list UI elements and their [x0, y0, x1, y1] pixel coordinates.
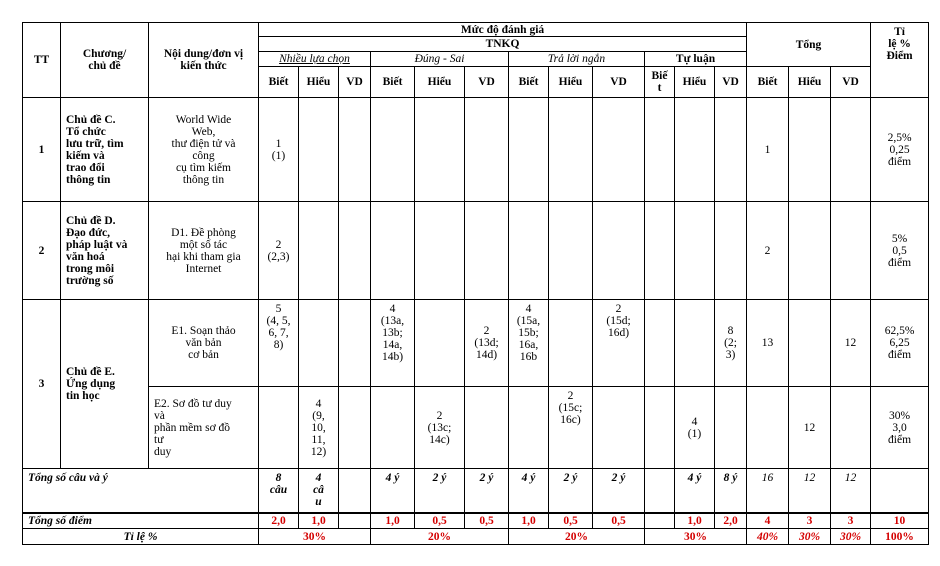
cell-tong-vd: 12: [831, 300, 871, 387]
cell-tl-vd: 8 (2; 3): [715, 300, 747, 387]
cell-empty: [593, 202, 645, 300]
cell-ds-biet: 1,0: [371, 513, 415, 529]
cell-tln-vd: 2 (15d; 16d): [593, 300, 645, 387]
cell-empty: [747, 387, 789, 469]
header-biet: Biết: [509, 67, 549, 98]
cell-tl-hieu: 4 ý: [675, 469, 715, 513]
cell-empty: [415, 202, 465, 300]
header-tong: Tổng: [747, 23, 871, 67]
cell-empty: [645, 202, 675, 300]
cell-tong-biet: 4: [747, 513, 789, 529]
header-vd: VD: [831, 67, 871, 98]
row-noidung: E2. Sơ đồ tư duy và phần mềm sơ đồ tư duy: [149, 387, 259, 469]
cell-empty: [715, 387, 747, 469]
cell-tile: 10: [871, 513, 929, 529]
header-hieu: Hiểu: [415, 67, 465, 98]
cell-tln-hieu: 0,5: [549, 513, 593, 529]
cell-tln-hieu: 2 (15c; 16c): [549, 387, 593, 469]
row-tt: 1: [23, 98, 61, 202]
table-row: [23, 387, 929, 469]
cell-tile: 62,5% 6,25 điểm: [871, 300, 929, 387]
header-vd: VD: [593, 67, 645, 98]
header-tt: TT: [23, 23, 61, 98]
cell-ds-vd: 0,5: [465, 513, 509, 529]
table-row: [23, 202, 929, 300]
header-tile: Tỉ lệ % Điểm: [871, 23, 929, 98]
cell-tln-vd: 0,5: [593, 513, 645, 529]
cell-nlc-biet: 2,0: [259, 513, 299, 529]
header-tnkq: TNKQ: [259, 37, 747, 52]
cell-ds-hieu: 0,5: [415, 513, 465, 529]
cell-tln-vd: 2 ý: [593, 469, 645, 513]
header-hieu: Hiểu: [299, 67, 339, 98]
cell-tong-vd: 3: [831, 513, 871, 529]
cell-tl-hieu: 4 (1): [675, 387, 715, 469]
header-row-1: [23, 23, 929, 37]
cell-empty: [339, 513, 371, 529]
header-hieu: Hiểu: [549, 67, 593, 98]
cell-empty: [645, 387, 675, 469]
cell-ti-le-tl: 30%: [645, 529, 747, 545]
cell-ds-vd: 2 ý: [465, 469, 509, 513]
cell-empty: [645, 469, 675, 513]
header-vd: VD: [339, 67, 371, 98]
cell-empty: [831, 387, 871, 469]
cell-empty: [371, 202, 415, 300]
cell-empty: [339, 469, 371, 513]
matrix-table: [22, 22, 929, 545]
cell-empty: [675, 202, 715, 300]
cell-empty: [715, 98, 747, 202]
cell-tln-biet: 4 ý: [509, 469, 549, 513]
cell-empty: [465, 202, 509, 300]
cell-ds-biet: 4 (13a, 13b; 14a, 14b): [371, 300, 415, 387]
cell-empty: [789, 98, 831, 202]
header-tuluan: Tự luận: [645, 52, 747, 67]
label-tong-diem: Tổng số điểm: [23, 513, 259, 529]
cell-empty: [509, 202, 549, 300]
header-mucdo: Mức độ đánh giá: [259, 23, 747, 37]
cell-ti-le-total: 100%: [871, 529, 929, 545]
header-vd: VD: [465, 67, 509, 98]
row-tong-diem: [23, 513, 929, 529]
cell-ds-biet: 4 ý: [371, 469, 415, 513]
cell-empty: [645, 98, 675, 202]
cell-empty: [465, 98, 509, 202]
cell-empty: [339, 202, 371, 300]
cell-empty: [789, 300, 831, 387]
cell-empty: [549, 202, 593, 300]
header-biet: Biết: [259, 67, 299, 98]
table-row: [23, 98, 929, 202]
cell-empty: [675, 300, 715, 387]
cell-empty: [831, 202, 871, 300]
header-nlc: Nhiều lựa chọn: [259, 52, 371, 67]
cell-nlc-hieu: 4 câ u: [299, 469, 339, 513]
cell-empty: [593, 98, 645, 202]
cell-tl-hieu: 1,0: [675, 513, 715, 529]
cell-tong-biet: 13: [747, 300, 789, 387]
header-biet: Biết: [371, 67, 415, 98]
cell-empty: [831, 98, 871, 202]
label-ti-le: Tỉ lệ %: [23, 529, 259, 545]
cell-ti-le-hieu: 30%: [789, 529, 831, 545]
cell-tong-biet: 16: [747, 469, 789, 513]
cell-empty: [789, 202, 831, 300]
cell-tile: 30% 3,0 điểm: [871, 387, 929, 469]
header-ds: Đúng - Sai: [371, 52, 509, 67]
cell-tile: 5% 0,5 điểm: [871, 202, 929, 300]
cell-empty: [715, 202, 747, 300]
cell-empty: [509, 98, 549, 202]
cell-tong-hieu: 3: [789, 513, 831, 529]
header-biet: Biết: [747, 67, 789, 98]
cell-ds-hieu: 2 ý: [415, 469, 465, 513]
row-chude: Chủ đề E. Ứng dụng tin học: [61, 300, 149, 469]
cell-ti-le-vd: 30%: [831, 529, 871, 545]
cell-empty: [371, 387, 415, 469]
cell-tong-hieu: 12: [789, 387, 831, 469]
cell-empty: [299, 300, 339, 387]
cell-empty: [549, 300, 593, 387]
cell-empty: [549, 98, 593, 202]
cell-tln-hieu: 2 ý: [549, 469, 593, 513]
cell-tl-vd: 2,0: [715, 513, 747, 529]
header-hieu: Hiểu: [675, 67, 715, 98]
cell-tln-biet: 1,0: [509, 513, 549, 529]
cell-tong-biet: 2: [747, 202, 789, 300]
cell-ti-le-ds: 20%: [371, 529, 509, 545]
cell-tong-vd: 12: [831, 469, 871, 513]
row-noidung: E1. Soạn thảo văn bản cơ bản: [149, 300, 259, 387]
header-chuong: Chương/ chủ đề: [61, 23, 149, 98]
cell-nlc-biet: 8 câu: [259, 469, 299, 513]
cell-nlc-biet: 1 (1): [259, 98, 299, 202]
label-tong-cau: Tổng số câu và ý: [23, 469, 259, 513]
cell-empty: [339, 387, 371, 469]
cell-empty: [299, 202, 339, 300]
cell-tile: 2,5% 0,25 điểm: [871, 98, 929, 202]
cell-ds-vd: 2 (13d; 14d): [465, 300, 509, 387]
row-tong-cau: [23, 469, 929, 513]
cell-empty: [593, 387, 645, 469]
cell-tong-hieu: 12: [789, 469, 831, 513]
cell-empty: [415, 300, 465, 387]
cell-nlc-biet: 2 (2,3): [259, 202, 299, 300]
cell-nlc-hieu: 4 (9, 10, 11, 12): [299, 387, 339, 469]
cell-empty: [339, 300, 371, 387]
cell-nlc-hieu: 1,0: [299, 513, 339, 529]
header-vd: VD: [715, 67, 747, 98]
cell-ds-hieu: 2 (13c; 14c): [415, 387, 465, 469]
row-chude: Chủ đề D. Đạo đức, pháp luật và văn hoá trong môi trường số: [61, 202, 149, 300]
cell-ti-le-nlc: 30%: [259, 529, 371, 545]
cell-empty: [259, 387, 299, 469]
header-hieu: Hiểu: [789, 67, 831, 98]
cell-empty: [645, 300, 675, 387]
cell-tln-biet: 4 (15a, 15b; 16a, 16b: [509, 300, 549, 387]
cell-empty: [645, 513, 675, 529]
cell-empty: [299, 98, 339, 202]
cell-ti-le-biet: 40%: [747, 529, 789, 545]
header-biet-tl: Biế t: [645, 67, 675, 98]
cell-tl-vd: 8 ý: [715, 469, 747, 513]
cell-nlc-biet: 5 (4, 5, 6, 7, 8): [259, 300, 299, 387]
row-noidung: D1. Đề phòng một số tác hại khi tham gia Internet: [149, 202, 259, 300]
header-noidung: Nội dung/đơn vị kiến thức: [149, 23, 259, 98]
row-ti-le: [23, 529, 929, 545]
table-row: [23, 300, 929, 387]
cell-ti-le-tln: 20%: [509, 529, 645, 545]
cell-empty: [339, 98, 371, 202]
cell-empty: [675, 98, 715, 202]
row-tt: 3: [23, 300, 61, 469]
cell-empty: [871, 469, 929, 513]
cell-tong-biet: 1: [747, 98, 789, 202]
row-tt: 2: [23, 202, 61, 300]
cell-empty: [509, 387, 549, 469]
assessment-matrix: [22, 22, 929, 545]
cell-empty: [465, 387, 509, 469]
header-tln: Trả lời ngắn: [509, 52, 645, 67]
cell-empty: [415, 98, 465, 202]
row-chude: Chủ đề C. Tổ chức lưu trữ, tìm kiếm và trao đổi thông tin: [61, 98, 149, 202]
cell-empty: [371, 98, 415, 202]
row-noidung: World Wide Web, thư điện tử và công cụ tìm kiếm thông tin: [149, 98, 259, 202]
